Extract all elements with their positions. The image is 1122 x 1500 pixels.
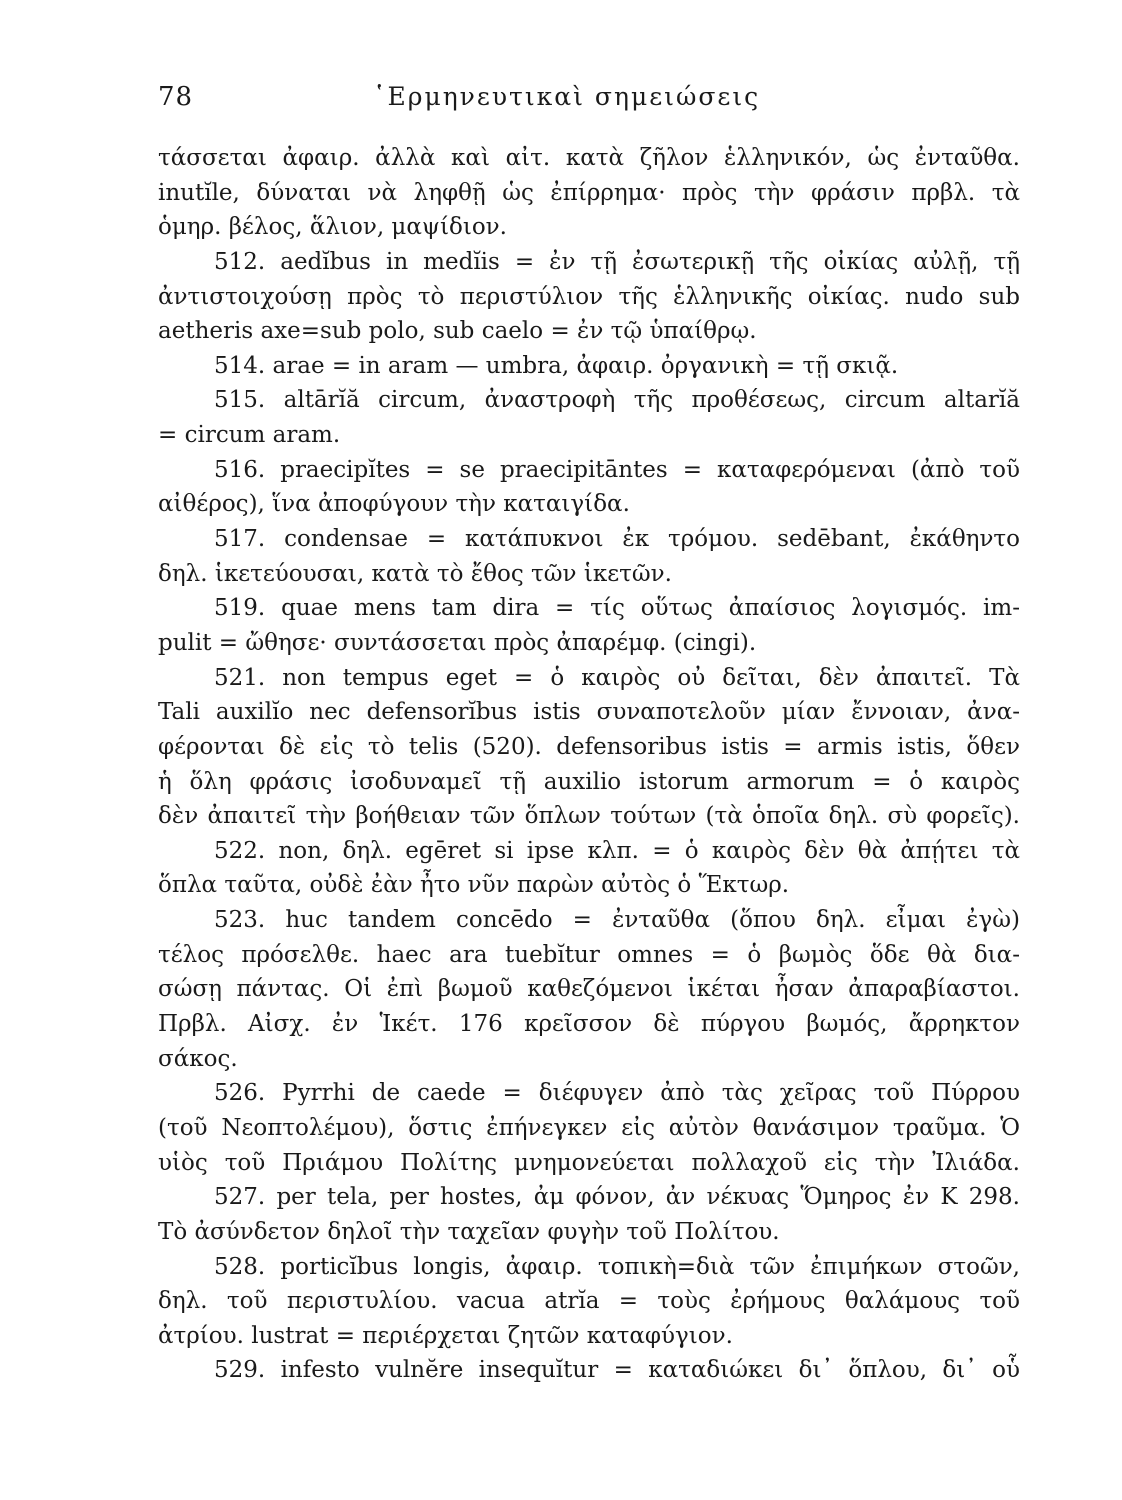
text-line: ἡ ὅλη φράσις ἰσοδυναμεῖ τῇ auxilio istorum armorum = ὁ καιρὸς xyxy=(158,768,1020,795)
text-line: ἀτρίου. lustrat = περιέρχεται ζητῶν καταφύγιον. xyxy=(158,1322,733,1349)
text-line: δηλ. ἱκετεύουσαι, κατὰ τὸ ἔθος τῶν ἱκετῶν. xyxy=(158,560,672,587)
text-line: τέλος πρόσελθε. haec ara tuebĭtur omnes = ὁ βωμὸς ὅδε θὰ δια- xyxy=(158,941,1020,968)
text-line: 529. infesto vulnĕre insequĭtur = καταδιώκει δι᾽ ὅπλου, δι᾽ οὗ xyxy=(214,1357,1020,1384)
text-line: ἀντιστοιχούσῃ πρὸς τὸ περιστύλιον τῆς ἑλληνικῆς οἰκίας. nudo sub xyxy=(158,283,1020,310)
text-line: Πρβλ. Αἰσχ. ἐν Ἱκέτ. 176 κρεῖσσον δὲ πύργου βωμός, ἄρρηκτον xyxy=(158,1011,1020,1038)
text-line: 527. per tela, per hostes, ἀμ φόνον, ἀν νέκυας Ὅμηρος ἐν Κ 298. xyxy=(214,1184,1020,1211)
text-line: 515. altārĭă circum, ἀναστροφὴ τῆς προθέσεως, circum altarĭă xyxy=(214,387,1020,414)
text-line: 523. huc tandem concēdo = ἐνταῦθα (ὅπου δηλ. εἶμαι ἐγὼ) xyxy=(214,907,1020,934)
text-line: 519. quae mens tam dira = τίς οὕτως ἀπαίσιος λογισμός. im- xyxy=(214,595,1020,622)
text-line: 522. non, δηλ. egēret si ipse κλπ. = ὁ καιρὸς δὲν θὰ ἀπῄτει τὰ xyxy=(214,837,1020,864)
text-line: 526. Pyrrhi de caede = διέφυγεν ἀπὸ τὰς χεῖρας τοῦ Πύρρου xyxy=(214,1080,1020,1107)
text-line: pulit = ὤθησε· συντάσσεται πρὸς ἀπαρέμφ. (cingi). xyxy=(158,629,757,656)
text-line: 521. non tempus eget = ὁ καιρὸς οὐ δεῖται, δὲν ἀπαιτεῖ. Τὰ xyxy=(214,664,1020,691)
page-header xyxy=(158,82,1018,122)
text-line: δηλ. τοῦ περιστυλίου. vacua atrĭa = τοὺς ἐρήμους θαλάμους τοῦ xyxy=(158,1288,1020,1315)
text-line: ὅπλα ταῦτα, οὐδὲ ἐὰν ἦτο νῦν παρὼν αὐτὸς ὁ Ἕκτωρ. xyxy=(158,872,790,899)
text-line: = circum aram. xyxy=(158,422,341,449)
text-line: τάσσεται ἀφαιρ. ἀλλὰ καὶ αἰτ. κατὰ ζῆλον ἑλληνικόν, ὡς ἐνταῦθα. xyxy=(158,145,1020,171)
text-line: Τὸ ἀσύνδετον δηλοῖ τὴν ταχεῖαν φυγὴν τοῦ Πολίτου. xyxy=(158,1218,780,1245)
text-line: 512. aedĭbus in medĭis = ἐν τῇ ἐσωτερικῇ τῆς οἰκίας αὐλῇ, τῇ xyxy=(214,248,1020,275)
text-line: 516. praecipĭtes = se praecipitāntes = καταφερόμεναι (ἀπὸ τοῦ xyxy=(214,456,1020,483)
text-line: φέρονται δὲ εἰς τὸ telis (520). defensoribus istis = armis istis, ὅθεν xyxy=(158,733,1020,760)
page-number: 78 xyxy=(158,82,194,112)
text-line: (τοῦ Νεοπτολέμου), ὅστις ἐπήνεγκεν εἰς αὐτὸν θανάσιμον τραῦμα. Ὁ xyxy=(158,1114,1020,1141)
text-line: ὁμηρ. βέλος, ἅλιον, μαψίδιον. xyxy=(158,214,507,241)
commentary-text xyxy=(158,141,1020,1388)
text-line: αἰθέρος), ἵνα ἀποφύγουν τὴν καταιγίδα. xyxy=(158,491,630,518)
text-line: 517. condensae = κατάπυκνοι ἐκ τρόμου. sedēbant, ἐκάθηντο xyxy=(214,526,1020,553)
text-line: 528. porticĭbus longis, ἀφαιρ. τοπικὴ=διὰ τῶν ἐπιμήκων στοῶν, xyxy=(214,1253,1020,1280)
text-line: Tali auxilĭo nec defensorĭbus istis συναποτελοῦν μίαν ἔννοιαν, ἀνα- xyxy=(158,699,1020,726)
text-line: inutĭle, δύναται νὰ ληφθῇ ὡς ἐπίρρημα· πρὸς τὴν φράσιν πρβλ. τὰ xyxy=(158,179,1020,206)
text-line: aetheris axe=sub polo, sub caelo = ἐν τῷ ὑπαίθρῳ. xyxy=(158,318,757,345)
text-line: δὲν ἀπαιτεῖ τὴν βοήθειαν τῶν ὅπλων τούτων (τὰ ὁποῖα δηλ. σὺ φορεῖς). xyxy=(158,803,1020,830)
text-line: 514. arae = in aram — umbra, ἀφαιρ. ὀργανικὴ = τῇ σκιᾷ. xyxy=(214,352,899,379)
text-line: σώσῃ πάντας. Οἱ ἐπὶ βωμοῦ καθεζόμενοι ἱκέται ἦσαν ἀπαραβίαστοι. xyxy=(158,976,1020,1003)
running-title: ῾Ερμηνευτικαὶ σημειώσεις xyxy=(373,82,761,111)
text-line: σάκος. xyxy=(158,1045,238,1072)
text-line: υἱὸς τοῦ Πριάμου Πολίτης μνημονεύεται πολλαχοῦ εἰς τὴν Ἰλιάδα. xyxy=(158,1149,1020,1176)
